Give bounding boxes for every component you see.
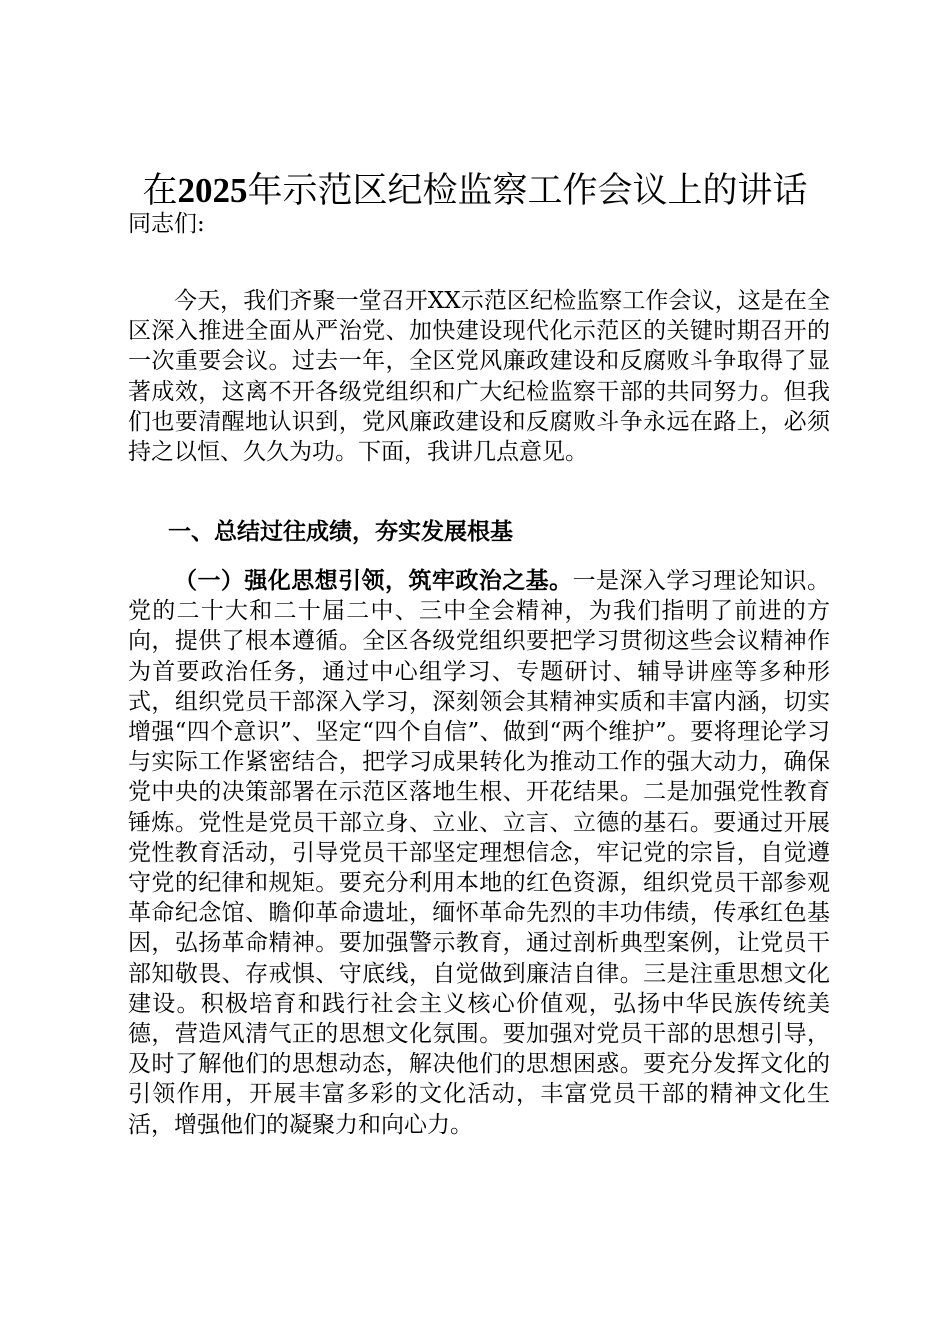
document-title xyxy=(90,164,860,218)
intro-paragraph: 今天，我们齐聚一堂召开XX示范区纪检监察工作会议，这是在全区深入推进全面从严治党、加快建设现代化示范区的关键时期召开的一次重要会议。过去一年，全区党风廉政建设和反腐败斗争取得了显著成效，这离不开各级党组织和广大纪检监察干部的共同努力。但我们也要清醒地认识到，党风廉政建设和反腐败斗争永远在路上，必须持之以恒、久久为功。下面，我讲几点意见。 xyxy=(128,288,830,466)
subsection-paragraph xyxy=(128,566,830,1140)
section-heading: 一、总结过往成绩，夯实发展根基 xyxy=(168,518,513,545)
title-suffix: 年示范区纪检监察工作会议上的讲话 xyxy=(247,171,808,211)
title-year: 2025 xyxy=(177,171,248,210)
subsection-lead: （一）强化思想引领，筑牢政治之基。 xyxy=(174,567,573,594)
salutation: 同志们: xyxy=(128,211,205,237)
title-prefix: 在 xyxy=(142,171,178,211)
subsection-body: 一是深入学习理论知识。党的二十大和二十届二中、三中全会精神，为我们指明了前进的方向，提供了根本遵循。全区各级党组织要把学习贯彻这些会议精神作为首要政治任务，通过中心组学习、专题研讨、辅导讲座等多种形式，组织党员干部深入学习，深刻领会其精神实质和丰富内涵，切实增强“四个意识”、坚定“四个自信”、做到“两个维护”。要将理论学习与实际工作紧密结合，把学习成果转化为推动工作的强大动力，确保党中央的决策部署在示范区落地生根、开花结果。二是加强党性教育锤炼。党性是党员干部立身、立业、立言、立德的基石。要通过开展党性教育活动，引导党员干部坚定理想信念，牢记党的宗旨，自觉遵守党的纪律和规矩。要充分利用本地的红色资源，组织党员干部参观革命纪念馆、瞻仰革命遗址，缅怀革命先烈的丰功伟绩，传承红色基因，弘扬革命精神。要加强警示教育，通过剖析典型案例，让党员干部知敬畏、存戒惧、守底线，自觉做到廉洁自律。三是注重思想文化建设。积极培育和践行社会主义核心价值观，弘扬中华民族传统美德，营造风清气正的思想文化氛围。要加强对党员干部的思想引导，及时了解他们的思想动态，解决他们的思想困惑。要充分发挥文化的引领作用，开展丰富多彩的文化活动，丰富党员干部的精神文化生活，增强他们的凝聚力和向心力。 xyxy=(128,568,831,1138)
